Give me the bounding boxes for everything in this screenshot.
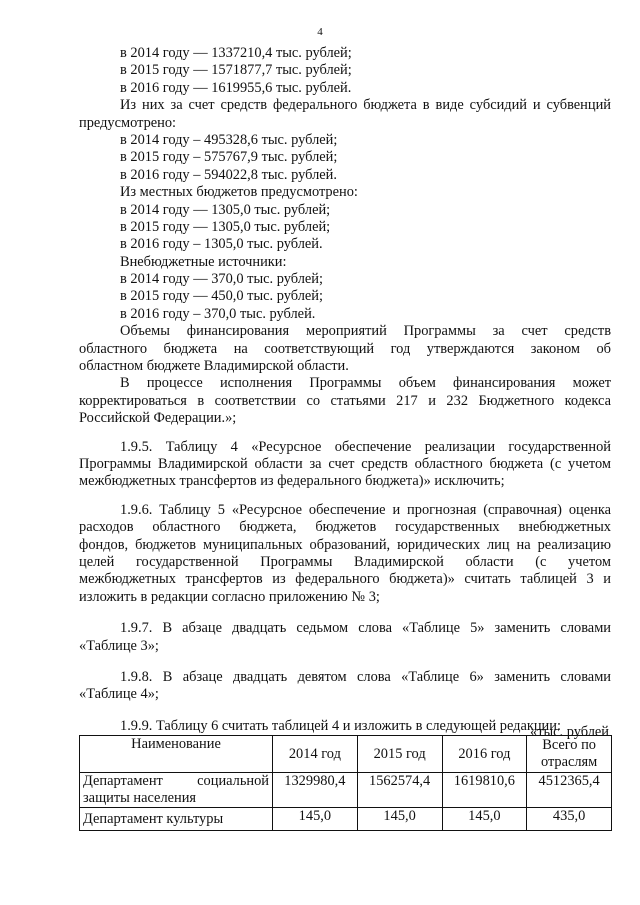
text-line: фондов, бюджетов муниципальных образований, юридических лиц на реализацию — [79, 536, 611, 553]
text-line: предусмотрено: — [79, 114, 177, 131]
text-line: межбюджетных трансфертов из федерального бюджета)» считать таблицей 3 и — [79, 571, 611, 588]
text-line: Программы Владимирской области за счет средств областного бюджета (с учетом — [79, 455, 611, 472]
text-line: областного бюджета на соответствующий год утверждаются законом об — [79, 340, 611, 357]
header-total-line2: отраслям — [540, 754, 598, 770]
text-line: межбюджетных трансфертов из федерального бюджета)» исключить; — [79, 473, 505, 490]
table-row — [80, 808, 612, 831]
text-line: 1.9.9. Таблицу 6 считать таблицей 4 и изложить в следующей редакции: — [120, 717, 561, 734]
cell-2015: 1562574,4 — [357, 773, 442, 808]
text-line: в 2016 году – 1305,0 тыс. рублей. — [120, 236, 323, 253]
row-name: Департамент культуры — [80, 808, 273, 831]
header-total-line1: Всего по — [542, 737, 597, 753]
text-line: «Таблице 3»; — [79, 637, 159, 654]
text-line: корректироваться в соответствии со статьями 217 и 232 Бюджетного кодекса — [79, 392, 611, 409]
budget-table — [79, 735, 612, 831]
row-name-line2: защиты населения — [83, 790, 197, 806]
header-2014: 2014 год — [273, 736, 358, 773]
row-name — [80, 773, 273, 808]
text-line: Объемы финансирования мероприятий Программы за счет средств — [120, 323, 611, 340]
text-line: в 2016 году – 370,0 тыс. рублей. — [120, 305, 316, 322]
table-unit-label: «тыс. рублей — [530, 724, 609, 740]
cell-2016: 145,0 — [442, 808, 527, 831]
text-line: В процессе исполнения Программы объем финансирования может — [120, 375, 611, 392]
text-line: в 2014 году – 495328,6 тыс. рублей; — [120, 131, 338, 148]
text-line: целей государственной Программы Владимирской области (с учетом — [79, 553, 611, 570]
cell-total: 435,0 — [527, 808, 612, 831]
header-2016: 2016 год — [442, 736, 527, 773]
text-line: 1.9.7. В абзаце двадцать седьмом слова «Таблице 5» заменить словами — [120, 620, 611, 637]
text-line: 1.9.8. В абзаце двадцать девятом слова «Таблице 6» заменить словами — [120, 668, 611, 685]
text-line: Из местных бюджетов предусмотрено: — [120, 184, 358, 201]
text-line: изложить в редакции согласно приложению № 3; — [79, 588, 380, 605]
text-line: расходов областного бюджета, бюджетов государственных внебюджетных — [79, 519, 611, 536]
body-text — [79, 45, 611, 735]
row-name-line1: Департамент социальной — [83, 773, 269, 789]
text-line: областном бюджете Владимирской области. — [79, 358, 349, 375]
text-line: Российской Федерации.»; — [79, 410, 237, 427]
table-row — [80, 773, 612, 808]
text-line: в 2015 году — 450,0 тыс. рублей; — [120, 288, 323, 305]
cell-2015: 145,0 — [357, 808, 442, 831]
text-line: 1.9.6. Таблицу 5 «Ресурсное обеспечение и прогнозная (справочная) оценка — [120, 501, 611, 518]
text-line: в 2014 году — 1337210,4 тыс. рублей; — [120, 45, 352, 61]
text-line: 1.9.5. Таблицу 4 «Ресурсное обеспечение реализации государственной — [120, 438, 611, 455]
cell-2014: 145,0 — [273, 808, 358, 831]
text-line: в 2015 году – 575767,9 тыс. рублей; — [120, 149, 338, 166]
header-2015: 2015 год — [357, 736, 442, 773]
text-line: в 2014 году — 1305,0 тыс. рублей; — [120, 201, 331, 218]
text-line: Внебюджетные источники: — [120, 253, 287, 270]
table-header-row — [80, 736, 612, 773]
text-line: «Таблице 4»; — [79, 686, 159, 703]
cell-2016: 1619810,6 — [442, 773, 527, 808]
cell-total: 4512365,4 — [527, 773, 612, 808]
page-number: 4 — [317, 26, 323, 38]
text-line: в 2016 году – 594022,8 тыс. рублей. — [120, 166, 337, 183]
text-line: в 2015 году — 1305,0 тыс. рублей; — [120, 218, 331, 235]
header-name: Наименование — [80, 736, 273, 773]
text-line: в 2014 году — 370,0 тыс. рублей; — [120, 271, 323, 288]
text-line: в 2016 году — 1619955,6 тыс. рублей. — [120, 79, 352, 96]
header-total — [527, 736, 612, 773]
cell-2014: 1329980,4 — [273, 773, 358, 808]
text-line: Из них за счет средств федерального бюджета в виде субсидий и субвенций — [120, 97, 611, 114]
text-line: в 2015 году — 1571877,7 тыс. рублей; — [120, 62, 352, 79]
